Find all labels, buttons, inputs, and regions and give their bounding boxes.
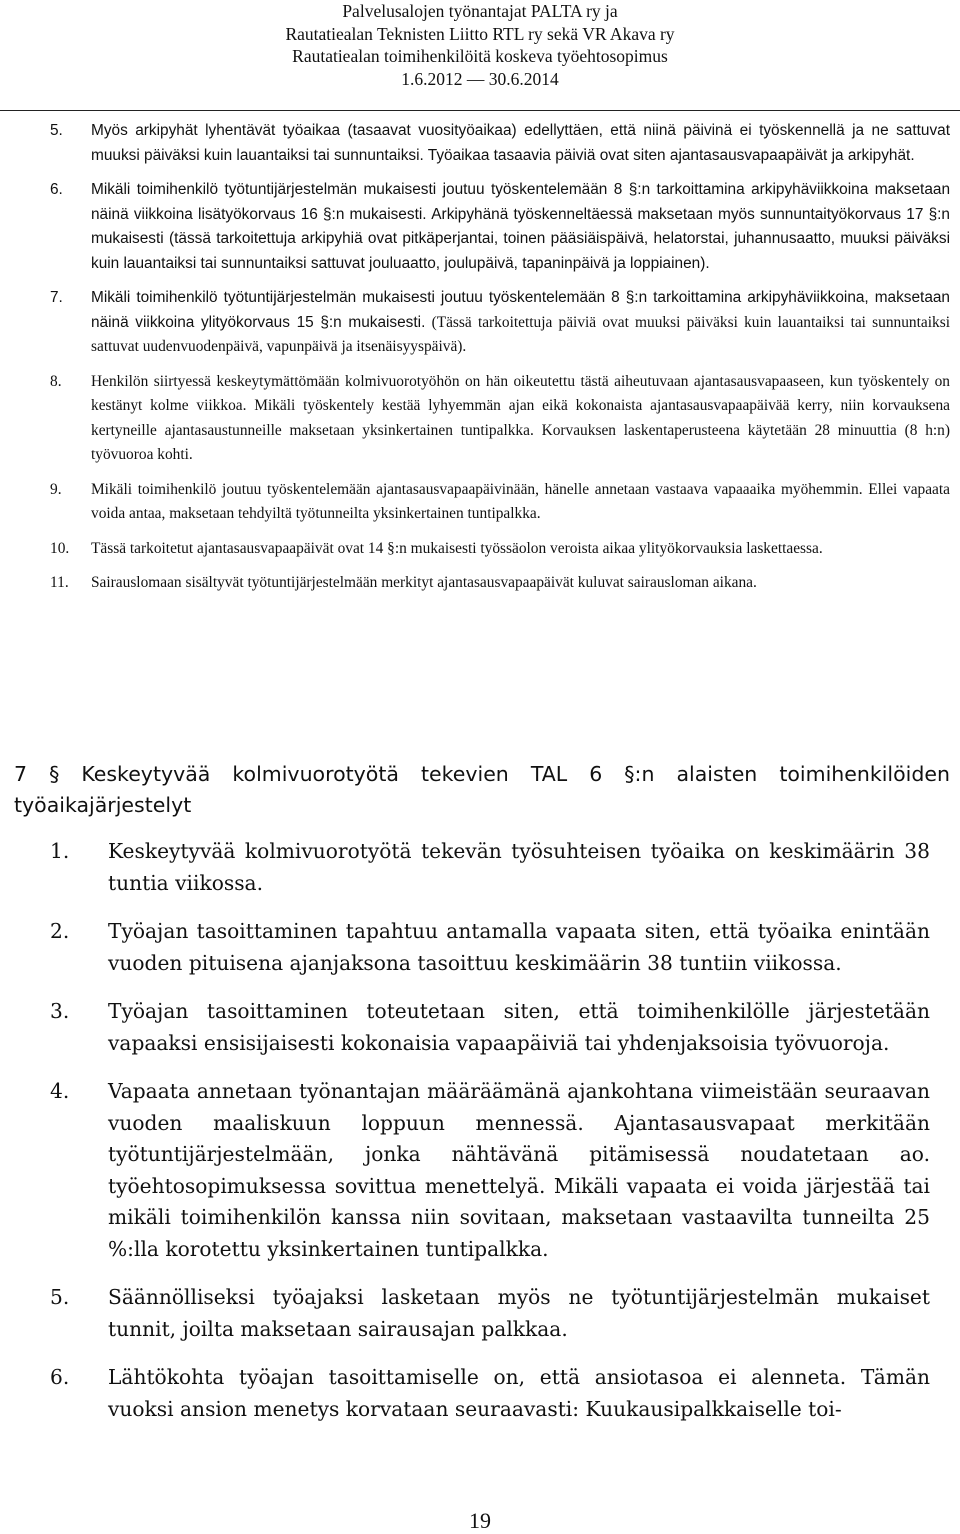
header-line-2: Rautatiealan Teknisten Liitto RTL ry sekä VR Akava ry: [285, 23, 675, 44]
item-text: Arkipyhänä työskenneltäessä maksetaan myös sunnuntaityökorvaus 17 §:n mukaisesti (tässä tarkoitettuja arkipyhiä ovat pitkäperjantai, toinen pääsiäispäivä, helatorstai, juhannusaatto, muuksi päiväksi kuin lauantaiksi tai sunnuntaiksi sattuvat jouluaatto, joulupäivä, tapaninpäivä ja loppiainen).: [91, 205, 950, 272]
item-text: Mikäli toimihenkilö työtuntijärjestelmän mukaisesti joutuu työskentelemään 8 §:n tarkoittamina arkipyhäviikkoina maksetaan näinä viikkoina lisätyökorvaus 16 §:n mukaisesti.: [91, 181, 950, 223]
item-number: 6.: [50, 181, 63, 198]
header-divider: [0, 110, 960, 111]
item-text: Henkilön siirtyessä keskeytymättömään kolmivuorotyöhön on hän oikeutettu tästä aiheutuvaan ajantasausvapaaseen, kun työskentely on kestänyt kolme viikkoa. Mikäli työskentely kestää lyhyemmän ajan eikä kokonaista ajantasausvapaapäivää kerry, niin korvauksena kertyneille ajantasaustunneille maksetaan yksinkertainen tuntipalkka. Korvauksen laskentaperusteena käytetään 28 minuuttia (8 h:n) työvuoroa kohti.: [91, 372, 950, 463]
item-text: Lähtökohta työajan tasoittamiselle on, että ansiotasoa ei alenneta. Tämän vuoksi ansion menetys korvataan seuraavasti: Kuukausipalkkaiselle toi-: [108, 1365, 930, 1421]
item-text: Mikäli toimihenkilö joutuu työskentelemään ajantasausvapaapäivinään, hänelle annetaan vastaava vapaaaika myöhemmin. Ellei vapaata voida antaa, maksetaan tehdyiltä työtunneilta yksinkertainen tuntipalkka.: [91, 480, 950, 522]
item-number: 5.: [50, 122, 63, 139]
document-header: [0, 0, 960, 90]
list-item: [50, 178, 950, 276]
item-text: (Tässä tarkoitettuja päiviä ovat muuksi päiväksi kuin lauantaiksi tai sunnuntaiksi sattuvat uudenvuodenpäivä, vapunpäivä ja itsenäisyyspäivä).: [91, 313, 950, 355]
item-text: Työajan tasoittaminen toteutetaan siten, että toimihenkilölle järjestetään vapaaksi ensisijaisesti kokonaisia vapaapäiviä tai yhdenjaksoisia työvuoroja.: [108, 999, 930, 1055]
list-item: [50, 537, 950, 562]
list-item: [50, 119, 950, 168]
kolmivuorotyo-list: [50, 836, 930, 1442]
header-line-3: Rautatiealan toimihenkilöitä koskeva työehtosopimus: [292, 46, 668, 66]
header-date-range: 1.6.2012 ― 30.6.2014: [401, 68, 559, 89]
item-number: 4.: [50, 1079, 70, 1103]
item-number: 5.: [50, 1285, 70, 1309]
page-number: 19: [469, 1508, 491, 1533]
item-text: Keskeytyvää kolmivuorotyötä tekevän työsuhteisen työaika on keskimäärin 38 tuntia viikossa.: [108, 839, 930, 895]
list-item: [50, 1282, 930, 1345]
header-line-1: Palvelusalojen työnantajat PALTA ry ja: [342, 1, 618, 21]
item-number: 6.: [50, 1365, 70, 1389]
list-item: [50, 370, 950, 468]
item-number: 3.: [50, 999, 70, 1023]
item-number: 8.: [50, 372, 62, 390]
list-item: [50, 836, 930, 899]
item-text: Myös arkipyhät lyhentävät työaikaa (tasaavat vuosityöaikaa) edellyttäen, että niinä päivinä ei työskennellä ja ne sattuvat muuksi päiväksi kuin lauantaiksi tai sunnuntaiksi. Työaikaa tasaavia päiviä ovat siten ajantasausvapaapäivät ja arkipyhät.: [91, 122, 950, 164]
list-item: [50, 916, 930, 979]
list-item: [50, 1076, 930, 1265]
item-number: 9.: [50, 480, 62, 498]
item-text: Mikäli toimihenkilö työtuntijärjestelmän mukaisesti joutuu työskentelemään 8 §:n tarkoittamina arkipyhäviikkoina, maksetaan näinä viikkoina ylityökorvaus 15 §:n mukaisesti.: [91, 289, 950, 331]
item-text: Työajan tasoittaminen tapahtuu antamalla vapaata siten, että työaika enintään vuoden pituisena ajanjaksona tasoittuu keskimäärin 38 tuntiin viikossa.: [108, 919, 930, 975]
item-number: 7.: [50, 289, 63, 306]
item-number: 11.: [50, 574, 69, 591]
section-heading: 7 § Keskeytyvää kolmivuorotyötä tekevien TAL 6 §:n alaisten toimihenkilöiden työaikajärjestelyt: [14, 762, 950, 817]
item-number: 1.: [50, 839, 70, 863]
item-text: Sairauslomaan sisältyvät työtuntijärjestelmään merkityt ajantasausvapaapäivät kuluvat sairausloman aikana.: [91, 574, 757, 591]
item-text: Vapaata annetaan työnantajan määräämänä ajankohtana viimeistään seuraavan vuoden maaliskuun loppuun mennessä. Ajantasausvapaat merkitään työtuntijärjestelmään, jonka nähtävänä pitämisessä noudatetaan ao. työehtosopimuksessa sovittua menettelyä. Mikäli vapaata ei voida järjestää tai mikäli toimihenkilön kanssa niin sovitaan, maksetaan vastaavilta tunneilta 25 %:lla korotettu yksinkertainen tuntipalkka.: [108, 1079, 930, 1261]
list-item: [50, 1362, 930, 1425]
list-item: [50, 286, 950, 360]
item-text: Tässä tarkoitetut ajantasausvapaapäivät ovat 14 §:n mukaisesti työssäolon veroista aikaa ylityökorvauksia laskettaessa.: [91, 539, 823, 557]
item-text: Säännölliseksi työajaksi lasketaan myös ne työtuntijärjestelmän mukaiset tunnit, joilta maksetaan sairausajan palkkaa.: [108, 1285, 930, 1341]
list-item: [50, 478, 950, 527]
arkipyha-list: [50, 119, 950, 606]
item-number: 10.: [50, 539, 70, 557]
list-item: [50, 571, 950, 596]
item-number: 2.: [50, 919, 70, 943]
list-item: [50, 996, 930, 1059]
